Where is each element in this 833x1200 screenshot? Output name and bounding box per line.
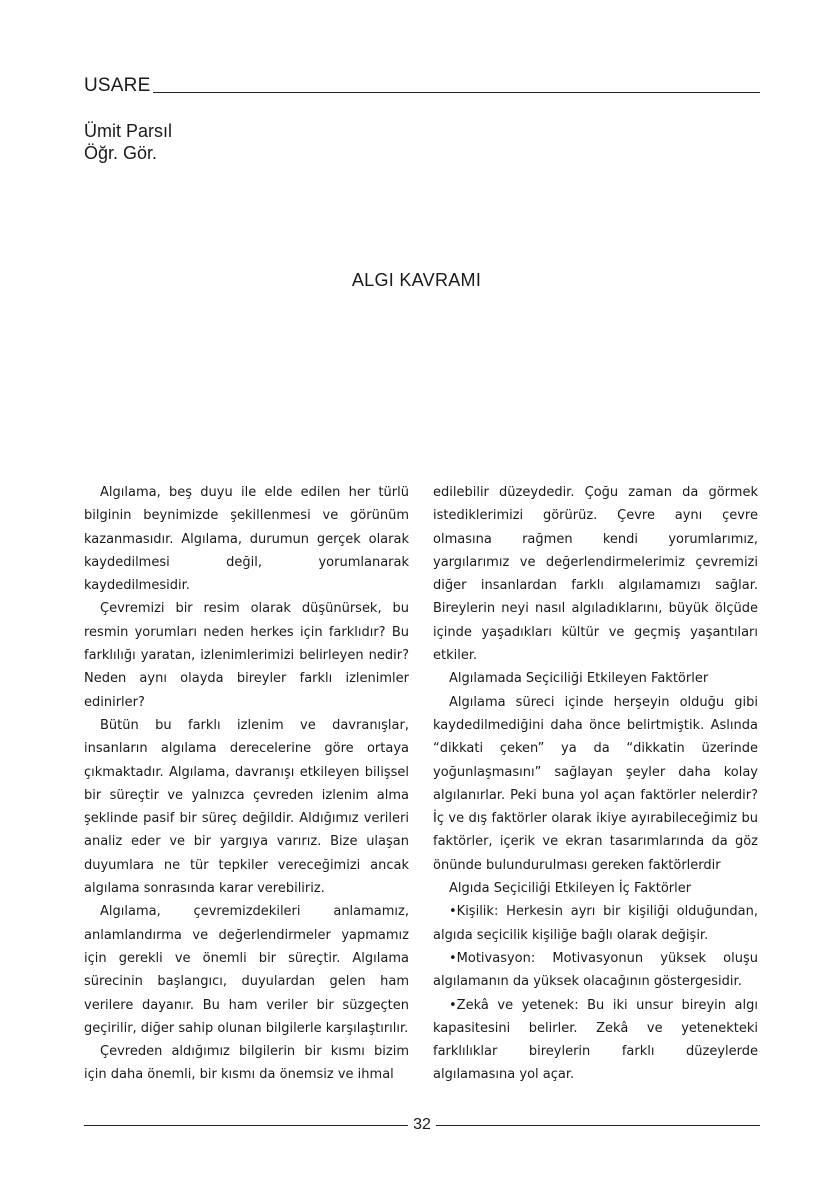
header-rule xyxy=(153,92,760,93)
paragraph: Çevremizi bir resim olarak düşünürsek, bu resmin yorumları neden herkes için farklıdır? Bu farklılığı yaratan, izlenimlerimizi belirleyen nedir? Neden aynı olayda bireyler farklı izlenimler edinirler? xyxy=(84,601,409,710)
right-column xyxy=(433,481,758,1087)
paragraph: Bütün bu farklı izlenim ve davranışlar, insanların algılama derecelerine göre ortaya çıkmaktadır. Algılama, davranışı etkileyen bilişsel bir süreçtir ve yalnızca çevreden izlenim alma şeklinde pasif bir süreç değildir. Aldığımız verileri analiz eder ve bir yargıya varırız. Bize ulaşan duyumlara ne tür tepkiler vereceğimizi ancak algılama sonrasında karar verebiliriz. xyxy=(84,717,409,897)
bullet-item: •Motivasyon: Motivasyonun yüksek oluşu algılamanın da yüksek olacağının göstergesidir. xyxy=(433,950,758,990)
section-heading: Algıda Seçiciliği Etkileyen İç Faktörler xyxy=(449,881,692,897)
paragraph: Algılama süreci içinde herşeyin olduğu gibi kaydedilmediğini daha önce belirtmiştik. Aslında “dikkati çeken” ya da “dikkatin üzerinde yoğunlaşmasını” sağlayan şeyler daha kolay algılanırlar. Peki buna yol açan faktörler nelerdir? İç ve dış faktörler olarak ikiye ayırabileceğimiz bu faktörler, içerik ve ekran tasarımlarında da göz önünde bulundurulması gereken faktörlerdir xyxy=(433,694,758,873)
author-name: Ümit Parsıl xyxy=(84,121,173,141)
paragraph: Algılama, çevremizdekileri anlamamız, anlamlandırma ve değerlendirmeler yapmamız için gerekli ve önemli bir süreçtir. Algılama sürecinin başlangıcı, duyulardan gelen ham verilere dayanır. Bu ham veriler bir süzgeçten geçirilir, diğer sahip olunan bilgilerle karşılaştırılır. xyxy=(84,904,409,1036)
footer-rule-right xyxy=(436,1125,760,1126)
paragraph-continued: edilebilir düzeydedir. Çoğu zaman da görmek istediklerimizi görürüz. Çevre aynı çevre olmasına rağmen kendi yorumlarımız, yargılarımız ve değerlendirmelerimiz çevremizi diğer insanlardan farklı algılamamızı sağlar. Bireylerin neyi nasıl algıladıklarını, büyük ölçüde içinde yaşadıkları kültür ve geçmiş yaşantıları etkiler. xyxy=(433,485,758,664)
article-title: ALGI KAVRAMI xyxy=(351,270,482,290)
page-header xyxy=(84,70,760,96)
footer-rule-left xyxy=(84,1125,408,1126)
paragraph: Çevreden aldığımız bilgilerin bir kısmı bizim için daha önemli, bir kısmı da önemsiz ve ihmal xyxy=(84,1044,409,1083)
bullet-item: •Kişilik: Herkesin ayrı bir kişiliği olduğundan, algıda seçicilik kişiliğe bağlı olarak değişir. xyxy=(433,904,758,943)
page-number: 32 xyxy=(413,1116,431,1133)
journal-name: USARE xyxy=(84,75,151,96)
bullet-item: •Zekâ ve yetenek: Bu iki unsur bireyin algı kapasitesini belirler. Zekâ ve yetenekteki farklılıklar bireylerin farklı düzeylerde algılamasına yol açar. xyxy=(433,997,758,1083)
page-footer xyxy=(84,1113,760,1137)
author-title: Öğr. Gör. xyxy=(84,143,158,163)
section-heading: Algılamada Seçiciliği Etkileyen Faktörler xyxy=(449,671,709,687)
author-block xyxy=(84,120,172,164)
left-column xyxy=(84,481,409,1087)
paragraph: Algılama, beş duyu ile elde edilen her türlü bilginin beynimizde şekillenmesi ve görünüm kazanmasıdır. Algılama, durumun gerçek olarak kaydedilmesi değil, yorumlanarak kaydedilmesidir. xyxy=(84,485,409,594)
